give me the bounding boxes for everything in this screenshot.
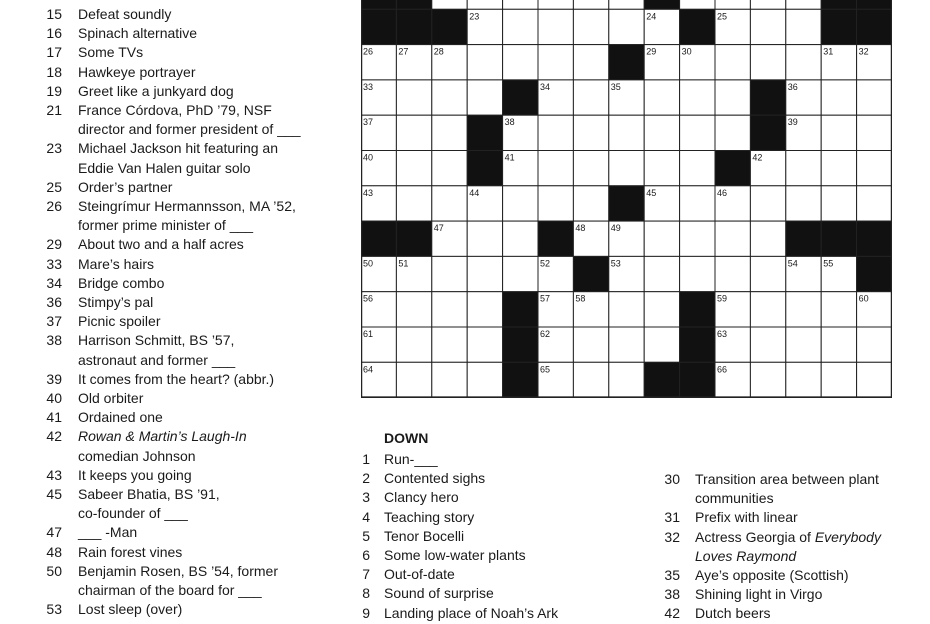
cell-number: 32: [858, 46, 869, 57]
cell-number: 28: [433, 46, 444, 57]
clue-text-part: Actress Georgia of: [695, 528, 815, 545]
grid-cell[interactable]: [786, 327, 821, 362]
cell-number: 60: [858, 293, 869, 304]
grid-cell[interactable]: [821, 186, 856, 221]
black-cell: [361, 9, 396, 44]
black-cell: [857, 221, 892, 256]
grid-cell[interactable]: [680, 80, 715, 115]
cell-number: 58: [575, 293, 586, 304]
black-cell: [680, 292, 715, 327]
clue-text: comedian Johnson: [78, 447, 196, 464]
clue-text: It keeps you going: [78, 466, 192, 483]
clue-text: [695, 528, 881, 547]
clue-text: communities: [695, 490, 774, 507]
grid-cell[interactable]: [644, 256, 679, 291]
clue-number: 2: [362, 470, 370, 487]
cell-number: 44: [469, 187, 480, 198]
clue-number: 35: [664, 567, 680, 583]
crossword-grid[interactable]: [361, 0, 892, 398]
grid-cell[interactable]: [644, 221, 679, 256]
black-cell: [503, 80, 538, 115]
clue-text: chairman of the board for ___: [78, 581, 262, 598]
clue-text: Some TVs: [78, 44, 144, 61]
clue-text: Rowan & Martin’s Laugh-In: [78, 428, 247, 445]
clue-text: Picnic spoiler: [78, 313, 161, 330]
clue-text: Mare’s hairs: [78, 255, 154, 272]
grid-cell[interactable]: [573, 151, 608, 186]
grid-cell[interactable]: [644, 80, 679, 115]
grid-cell[interactable]: [786, 45, 821, 80]
cell-number: 61: [363, 329, 374, 339]
cell-number: 27: [398, 46, 409, 57]
clue-text: Ordained one: [78, 409, 163, 426]
black-cell: [821, 9, 856, 44]
grid-cell[interactable]: [467, 292, 502, 327]
grid-cell[interactable]: [432, 292, 467, 327]
clue-text: Spinach alternative: [78, 25, 198, 42]
clue-text: astronaut and former ___: [78, 351, 236, 368]
grid-cell[interactable]: [715, 0, 750, 9]
black-cell: [715, 151, 750, 186]
clue-number: 5: [362, 527, 370, 544]
clue-number: 45: [46, 486, 62, 502]
grid-cell[interactable]: [573, 327, 608, 362]
clue-number: 6: [362, 547, 370, 563]
clue-number: 42: [664, 605, 680, 622]
grid-cell[interactable]: [467, 327, 502, 362]
clue-text: Teaching story: [384, 508, 475, 525]
clue-number: 31: [664, 509, 680, 526]
black-cell: [538, 221, 573, 256]
grid-cell[interactable]: [821, 80, 856, 115]
grid-cell[interactable]: [644, 115, 679, 150]
cell-number: 51: [398, 258, 409, 269]
black-cell: [396, 221, 431, 256]
black-cell: [361, 0, 396, 9]
clue-number: 32: [664, 528, 680, 545]
clue-number: 53: [46, 601, 62, 618]
cell-number: 23: [469, 11, 480, 22]
clue-number: 21: [46, 102, 62, 118]
grid-cell[interactable]: [857, 80, 892, 115]
grid-cell[interactable]: [467, 221, 502, 256]
black-cell: [644, 362, 679, 397]
clue-number: 9: [362, 604, 370, 621]
cell-number: 65: [540, 364, 551, 375]
grid-cell[interactable]: [503, 186, 538, 221]
clue-text: Sabeer Bhatia, BS ’91,: [78, 486, 220, 502]
grid-cell[interactable]: [715, 80, 750, 115]
grid-cell[interactable]: [432, 362, 467, 397]
grid-cell[interactable]: [857, 151, 892, 186]
grid-cell[interactable]: [680, 221, 715, 256]
grid-cell[interactable]: [750, 0, 785, 9]
grid-cell[interactable]: [644, 327, 679, 362]
black-cell: [680, 362, 715, 397]
grid-cell[interactable]: [644, 292, 679, 327]
grid-cell[interactable]: [432, 151, 467, 186]
grid-cell[interactable]: [715, 45, 750, 80]
grid-cell[interactable]: [750, 221, 785, 256]
clue-text: Order’s partner: [78, 178, 173, 195]
clue-number: 15: [46, 6, 62, 22]
grid-cell[interactable]: [644, 151, 679, 186]
grid-cell[interactable]: [432, 0, 467, 9]
grid-cell[interactable]: [750, 327, 785, 362]
cell-number: 53: [610, 258, 621, 269]
cell-number: 24: [646, 11, 657, 22]
grid-cell[interactable]: [680, 151, 715, 186]
clue-number: 43: [46, 466, 62, 483]
clue-number: 8: [362, 585, 370, 602]
grid-cell[interactable]: [821, 292, 856, 327]
black-cell: [680, 327, 715, 362]
clue-text: director and former president of ___: [78, 121, 301, 138]
grid-cell[interactable]: [432, 80, 467, 115]
clue-text: Dutch beers: [695, 605, 771, 622]
grid-cell[interactable]: [396, 186, 431, 221]
black-cell: [503, 327, 538, 362]
cell-number: 52: [540, 258, 551, 269]
grid-cell[interactable]: [396, 80, 431, 115]
cell-number: 40: [363, 152, 374, 163]
cell-number: 57: [540, 293, 551, 304]
black-cell: [821, 0, 856, 9]
cell-number: 55: [823, 258, 834, 269]
grid-cell[interactable]: [432, 256, 467, 291]
clue-text: It comes from the heart? (abbr.): [78, 370, 275, 387]
grid-cell[interactable]: [396, 362, 431, 397]
cell-number: 47: [433, 223, 444, 234]
black-cell: [786, 221, 821, 256]
clue-number: 37: [46, 313, 62, 330]
clue-text: About two and a half acres: [78, 236, 244, 253]
clue-text: Landing place of Noah’s Ark: [384, 604, 559, 621]
grid-cell[interactable]: [680, 115, 715, 150]
clue-text: Steingrímur Hermannsson, MA ’52,: [78, 198, 296, 214]
clue-text: Bridge combo: [78, 274, 165, 291]
grid-cell[interactable]: [786, 186, 821, 221]
black-cell: [573, 256, 608, 291]
grid-cell[interactable]: [503, 45, 538, 80]
grid-cell[interactable]: [786, 0, 821, 9]
black-cell: [503, 292, 538, 327]
cell-number: 62: [540, 329, 551, 339]
grid-cell[interactable]: [396, 115, 431, 150]
clue-text: Sound of surprise: [384, 585, 494, 602]
clue-text: Tenor Bocelli: [384, 527, 465, 544]
grid-cell[interactable]: [609, 362, 644, 397]
grid-cell[interactable]: [786, 292, 821, 327]
grid-cell[interactable]: [680, 0, 715, 9]
down-heading: DOWN: [384, 430, 429, 446]
grid-cell[interactable]: [573, 80, 608, 115]
grid-cell[interactable]: [715, 256, 750, 291]
clue-text: Stimpy’s pal: [78, 294, 154, 310]
grid-cell[interactable]: [432, 186, 467, 221]
grid-cell[interactable]: [396, 327, 431, 362]
grid-cell[interactable]: [503, 256, 538, 291]
cell-number: 63: [717, 329, 728, 339]
grid-cell[interactable]: [432, 327, 467, 362]
grid-cell[interactable]: [538, 45, 573, 80]
grid-cell[interactable]: [750, 186, 785, 221]
black-cell: [396, 0, 431, 9]
clue-number: 39: [46, 370, 62, 387]
grid-cell[interactable]: [715, 221, 750, 256]
grid-cell[interactable]: [573, 45, 608, 80]
clue-number: 34: [46, 274, 62, 291]
grid-cell[interactable]: [538, 0, 573, 9]
grid-cell[interactable]: [538, 115, 573, 150]
cell-number: 37: [363, 117, 374, 128]
clue-number: 1: [362, 451, 370, 467]
grid-cell[interactable]: [538, 9, 573, 44]
clue-number: 38: [46, 332, 62, 349]
grid-cell[interactable]: [680, 186, 715, 221]
black-cell: [644, 0, 679, 9]
grid-cell[interactable]: [467, 256, 502, 291]
clue-text: Michael Jackson hit featuring an: [78, 140, 278, 157]
grid-cell[interactable]: [609, 327, 644, 362]
grid-cell[interactable]: [857, 115, 892, 150]
grid-cell[interactable]: [715, 115, 750, 150]
clue-text: Lost sleep (over): [78, 601, 183, 618]
cell-number: 56: [363, 293, 374, 304]
cell-number: 25: [717, 11, 728, 22]
grid-cell[interactable]: [396, 292, 431, 327]
cell-number: 29: [646, 46, 657, 57]
grid-cell[interactable]: [857, 327, 892, 362]
grid-cell[interactable]: [821, 362, 856, 397]
clue-number: 23: [46, 140, 62, 157]
clue-text: Aye’s opposite (Scottish): [695, 567, 849, 583]
clue-text: Greet like a junkyard dog: [78, 82, 234, 99]
cell-number: 66: [717, 364, 728, 375]
black-cell: [857, 256, 892, 291]
grid-cell[interactable]: [786, 362, 821, 397]
clue-number: 29: [46, 236, 62, 253]
clue-text: Loves Raymond: [695, 547, 797, 564]
clue-text: Transition area between plant: [695, 471, 879, 487]
clue-text: Clancy hero: [384, 489, 459, 506]
black-cell: [361, 221, 396, 256]
cell-number: 33: [363, 81, 374, 92]
clue-text: Defeat soundly: [78, 6, 172, 22]
across-clues-column: [0, 0, 340, 620]
grid-cell[interactable]: [857, 362, 892, 397]
clue-number: 4: [362, 508, 370, 525]
clue-number: 40: [46, 390, 62, 406]
clue-text: Benjamin Rosen, BS ’54, former: [78, 562, 278, 579]
cell-number: 46: [717, 187, 728, 198]
clue-text: Old orbiter: [78, 390, 144, 406]
cell-number: 42: [752, 152, 763, 163]
clue-number: 30: [664, 471, 680, 487]
clue-number: 33: [46, 255, 62, 272]
clue-number: 19: [46, 82, 62, 99]
clue-number: 16: [46, 25, 62, 42]
cell-number: 26: [363, 46, 374, 57]
black-cell: [750, 80, 785, 115]
grid-cell[interactable]: [750, 45, 785, 80]
grid-cell[interactable]: [503, 0, 538, 9]
grid-cell[interactable]: [538, 186, 573, 221]
black-cell: [396, 9, 431, 44]
clue-number: 3: [362, 489, 370, 506]
black-cell: [467, 115, 502, 150]
clue-text: Eddie Van Halen guitar solo: [78, 159, 251, 176]
clue-text: Harrison Schmitt, BS ’57,: [78, 332, 235, 349]
clue-number: 25: [46, 178, 62, 195]
black-cell: [821, 221, 856, 256]
clue-number: 42: [46, 428, 62, 445]
clue-text: co-founder of ___: [78, 505, 188, 522]
clue-number: 17: [46, 44, 62, 61]
grid-cell[interactable]: [573, 362, 608, 397]
grid-cell[interactable]: [750, 256, 785, 291]
grid-cell[interactable]: [467, 45, 502, 80]
grid-cell[interactable]: [467, 80, 502, 115]
clue-number: 41: [46, 409, 62, 426]
grid-cell[interactable]: [609, 151, 644, 186]
grid-cell[interactable]: [432, 115, 467, 150]
grid-cell[interactable]: [609, 292, 644, 327]
cell-number: 49: [610, 223, 621, 234]
grid-cell[interactable]: [821, 115, 856, 150]
grid-cell[interactable]: [573, 0, 608, 9]
clue-number: 36: [46, 294, 62, 310]
black-cell: [467, 151, 502, 186]
black-cell: [609, 45, 644, 80]
clue-number: 48: [46, 543, 62, 560]
grid-cell[interactable]: [467, 362, 502, 397]
black-cell: [750, 115, 785, 150]
black-cell: [432, 9, 467, 44]
clue-text: Some low-water plants: [384, 547, 526, 563]
clue-number: 18: [46, 63, 62, 80]
cell-number: 34: [540, 81, 551, 92]
cell-number: 64: [363, 364, 374, 375]
grid-cell[interactable]: [467, 0, 502, 9]
black-cell: [857, 9, 892, 44]
grid-cell[interactable]: [573, 115, 608, 150]
clue-text: former prime minister of ___: [78, 217, 254, 234]
grid-cell[interactable]: [821, 151, 856, 186]
cell-number: 39: [787, 117, 798, 128]
cell-number: 45: [646, 187, 657, 198]
grid-cell[interactable]: [821, 327, 856, 362]
cell-number: 43: [363, 187, 374, 198]
clue-text: Contented sighs: [384, 470, 486, 487]
grid-cell[interactable]: [573, 186, 608, 221]
grid-cell[interactable]: [503, 221, 538, 256]
cell-number: 48: [575, 223, 586, 234]
grid-cell[interactable]: [396, 151, 431, 186]
clue-text: Run-___: [384, 451, 438, 467]
grid-cell[interactable]: [573, 9, 608, 44]
grid-cell[interactable]: [538, 151, 573, 186]
cell-number: 50: [363, 258, 374, 269]
grid-cell[interactable]: [609, 9, 644, 44]
black-cell: [503, 362, 538, 397]
grid-cell[interactable]: [750, 362, 785, 397]
clue-number: 47: [46, 524, 62, 541]
grid-cell[interactable]: [750, 9, 785, 44]
grid-cell[interactable]: [680, 256, 715, 291]
clue-text: Rain forest vines: [78, 543, 183, 560]
grid-cell[interactable]: [609, 0, 644, 9]
clue-number: 7: [362, 566, 370, 583]
clue-text: Prefix with linear: [695, 509, 798, 526]
grid-cell[interactable]: [857, 186, 892, 221]
clue-text: Hawkeye portrayer: [78, 63, 196, 80]
cell-number: 41: [504, 152, 515, 163]
clue-number: 26: [46, 198, 62, 214]
cell-number: 36: [787, 81, 798, 92]
black-cell: [680, 9, 715, 44]
black-cell: [609, 186, 644, 221]
cell-number: 38: [504, 117, 515, 128]
grid-cell[interactable]: [609, 115, 644, 150]
cell-number: 35: [610, 81, 621, 92]
cell-number: 59: [717, 293, 728, 304]
grid-cell[interactable]: [786, 9, 821, 44]
cell-number: 54: [787, 258, 798, 269]
clue-number: 38: [664, 586, 680, 603]
cell-number: 31: [823, 46, 834, 57]
clue-text: Out-of-date: [384, 566, 455, 583]
grid-cell[interactable]: [750, 292, 785, 327]
black-cell: [857, 0, 892, 9]
clue-number: 50: [46, 562, 62, 579]
clue-text: Shining light in Virgo: [695, 586, 823, 603]
grid-cell[interactable]: [503, 9, 538, 44]
grid-cell[interactable]: [786, 151, 821, 186]
clue-text-italic: Everybody: [814, 528, 881, 545]
clue-text: ___ -Man: [78, 524, 138, 541]
clue-text: France Córdova, PhD ’79, NSF: [78, 102, 272, 118]
cell-number: 30: [681, 46, 692, 57]
